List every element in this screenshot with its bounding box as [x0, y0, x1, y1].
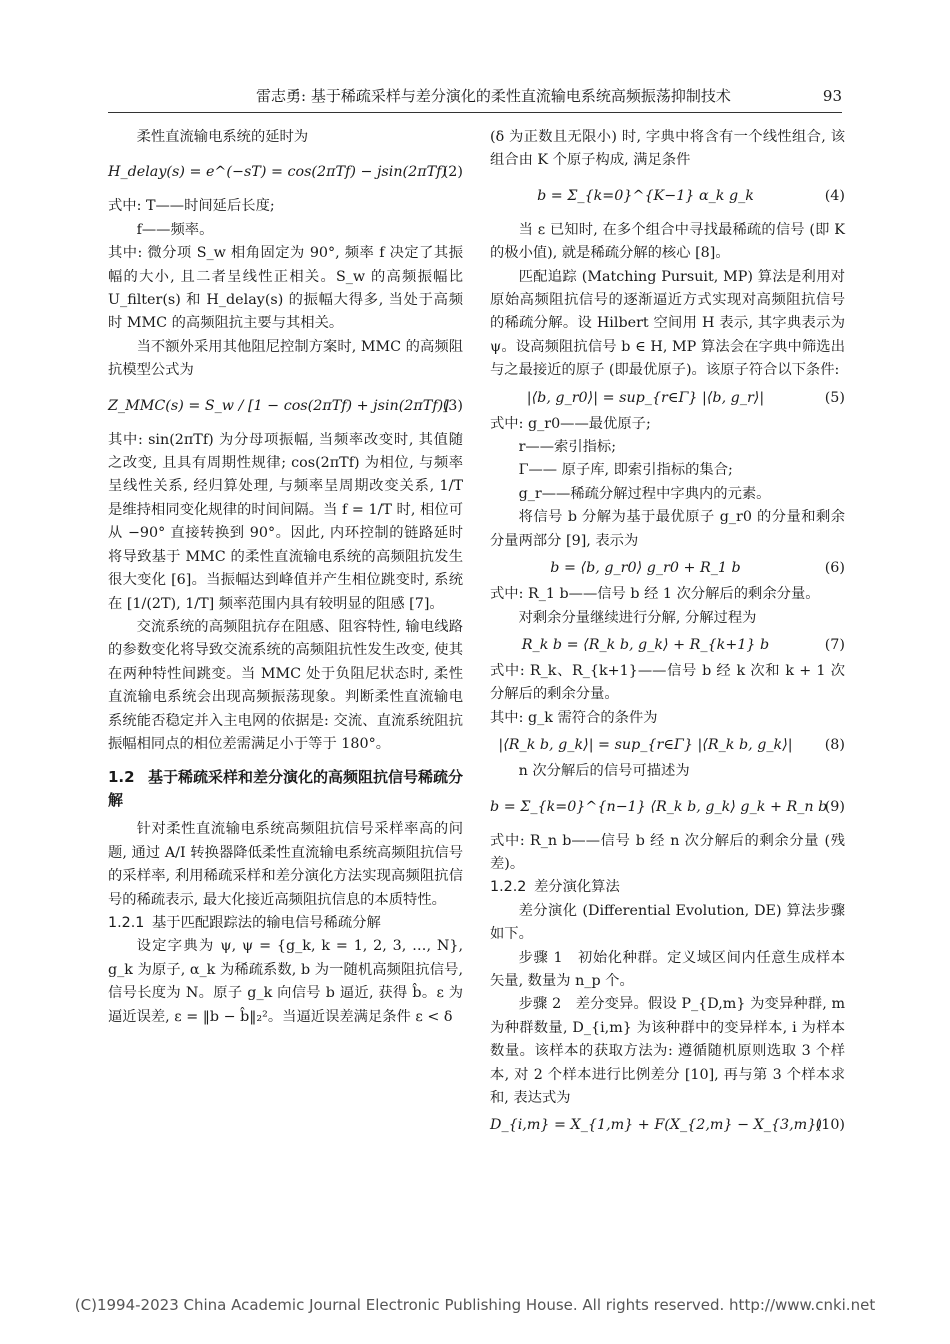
paragraph: 其中: 微分项 S_w 相角固定为 90°, 频率 f 决定了其振幅的大小, 且二者呈线性正相关。S_w 的高频振幅比 U_filter(s) 和 H_delay(s) 的振幅大得多, 当处于高频时 MMC 的高频阻抗主要与其相关。	[108, 245, 463, 332]
section-title: 基于匹配跟踪法的输电信号稀疏分解	[152, 914, 381, 931]
copyright-footer: (C)1994-2023 China Academic Journal Electronic Publishing House. All rights reserved. http://www.cnki.net	[74, 1296, 876, 1314]
paragraph: 设定字典为 ψ, ψ = {g_k, k = 1, 2, 3, …, N}, g_k 为原子, α_k 为稀疏系数, b 为一随机高频阻抗信号, 信号长度为 N。原子 g_k 向信号 b 逼近, 获得 b̂。ε 为逼近误差, ε = ‖b − b̂‖₂²。当逼近误差满足条件 ε < δ	[108, 938, 463, 1025]
equation-body: D_{i,m} = X_{1,m} + F(X_{2,m} − X_{3,m})	[490, 1117, 822, 1134]
section-number: 1.2	[108, 768, 135, 787]
definition: 式中: R_k、R_{k+1}——信号 b 经 k 次和 k + 1 次分解后的剩余分量。	[490, 662, 845, 703]
paragraph: 其中: sin(2πTf) 为分母项振幅, 当频率改变时, 其值随之改变, 且具有周期性规律; cos(2πTf) 为相位, 与频率呈线性关系, 经归算处理, 与频率呈周期改变关系, 1/T 是维持相同变化规律的时间间隔。当 f = 1/T 时, 相位可从 −90° 直接转换到 90°。因此, 内环控制的链路延时将导致基于 MMC 的柔性直流输电系统的高频阻抗发生很大变化 [6]。当振幅达到峰值并产生相位跳变时, 系统在 [1/(2T), 1/T] 频率范围内具有较明显的阻感 [7]。	[108, 431, 463, 612]
equation-body: |⟨b, g_r0⟩| = sup_{r∈Γ} |⟨b, g_r⟩|	[526, 389, 765, 406]
equation-number: (8)	[824, 737, 845, 754]
section-title: 差分演化算法	[534, 879, 620, 896]
equation-6	[490, 553, 845, 583]
right-column	[490, 126, 845, 1140]
equation-body: b = Σ_{k=0}^{n−1} ⟨R_k b, g_k⟩ g_k + R_n b	[490, 798, 828, 815]
equation-number: (3)	[442, 397, 463, 414]
equation-body: Z_MMC(s) = S_w / [1 − cos(2πTf) + jsin(2πTf)]	[108, 397, 449, 414]
paragraph: 匹配追踪 (Matching Pursuit, MP) 算法是利用对原始高频阻抗信号的逐渐逼近方式实现对高频阻抗信号的稀疏分解。设 Hilbert 空间用 H 表示, 其字典表示为 ψ。设高频阻抗信号 b ∈ H, MP 算法会在字典中筛选出与之最接近的原子 (即最优原子)。该原子符合以下条件:	[490, 268, 845, 379]
equation-body: H_delay(s) = e^(−sT) = cos(2πTf) − jsin(2πTf)	[108, 164, 447, 181]
equation-8	[490, 730, 845, 760]
equation-5	[490, 383, 845, 413]
definition: 式中: R_n b——信号 b 经 n 次分解后的剩余分量 (残差)。	[490, 832, 845, 872]
equation-7	[490, 630, 845, 660]
definition: r——索引指标;	[518, 439, 617, 456]
header-title: 雷志勇: 基于稀疏采样与差分演化的柔性直流输电系统高频振荡抑制技术	[256, 87, 731, 105]
paragraph: 其中: g_k 需符合的条件为	[490, 709, 658, 726]
paragraph: 步骤 2 差分变异。假设 P_{D,m} 为变异种群, m 为种群数量, D_{i,m} 为该种群中的变异样本, i 为样本数量。该样本的获取方法为: 遵循随机原则选取 3 个样本, 对 2 个样本进行比例差分 [10], 再与第 3 个样本求和, 表达式为	[490, 996, 845, 1106]
header-rule	[108, 112, 842, 113]
paragraph: 将信号 b 分解为基于最优原子 g_r0 的分量和剩余分量两部分 [9], 表示为	[490, 509, 845, 549]
equation-number: (10)	[815, 1117, 845, 1134]
paragraph: 当不额外采用其他阻尼控制方案时, MMC 的高频阻抗模型公式为	[108, 338, 463, 379]
equation-number: (9)	[824, 798, 845, 815]
equation-body: |⟨R_k b, g_k⟩| = sup_{r∈Γ} |⟨R_k b, g_k⟩|	[498, 737, 793, 754]
equation-2	[108, 149, 463, 195]
equation-number: (7)	[824, 636, 845, 653]
definition: 式中: R_1 b——信号 b 经 1 次分解后的剩余分量。	[490, 586, 820, 603]
equation-body: b = Σ_{k=0}^{K−1} α_k g_k	[537, 187, 754, 204]
definition: 式中: T——时间延后长度;	[108, 198, 275, 215]
section-heading-1-2	[108, 766, 463, 812]
section-heading-1-2-2	[490, 876, 845, 899]
equation-number: (6)	[824, 560, 845, 577]
section-heading-1-2-1	[108, 912, 463, 935]
paragraph: 柔性直流输电系统的延时为	[136, 129, 309, 145]
definition: Γ—— 原子库, 即索引指标的集合;	[518, 462, 733, 479]
equation-body: b = ⟨b, g_r0⟩ g_r0 + R_1 b	[550, 560, 741, 577]
paragraph: 交流系统的高频阻抗存在阻感、阻容特性, 输电线路的参数变化将导致交流系统的高频阻抗性发生改变, 使其在两种特性间跳变。当 MMC 处于负阻尼状态时, 柔性直流输电系统会出现高频振荡现象。判断柔性直流输电系统能否稳定并入主电网的依据是: 交流、直流系统阻抗振幅相同点的相位差需满足小于等于 180°。	[108, 618, 463, 752]
equation-body: R_k b = ⟨R_k b, g_k⟩ + R_{k+1} b	[521, 636, 770, 653]
equation-9	[490, 784, 845, 830]
paragraph: 差分演化 (Differential Evolution, DE) 算法步骤如下。	[490, 902, 845, 943]
paragraph: 步骤 1 初始化种群。定义域区间内任意生成样本矢量, 数量为 n_p 个。	[490, 949, 845, 989]
page-number: 93	[822, 87, 842, 105]
definition: f——频率。	[136, 221, 214, 238]
definition: 式中: g_r0——最优原子;	[490, 415, 651, 432]
equation-4	[490, 173, 845, 219]
equation-10	[490, 1110, 845, 1140]
paragraph: n 次分解后的信号可描述为	[518, 763, 690, 780]
equation-number: (5)	[824, 389, 845, 406]
definition: g_r——稀疏分解过程中字典内的元素。	[518, 485, 771, 502]
paragraph: 当 ε 已知时, 在多个组合中寻找最稀疏的信号 (即 K 的极小值), 就是稀疏分解的核心 [8]。	[490, 221, 845, 262]
equation-number: (4)	[824, 187, 845, 204]
section-title: 基于稀疏采样和差分演化的高频阻抗信号稀疏分解	[108, 768, 464, 810]
section-number: 1.2.1	[108, 914, 145, 931]
left-column	[108, 126, 463, 1029]
paragraph: 针对柔性直流输电系统高频阻抗信号采样率高的问题, 通过 A/I 转换器降低柔性直流输电系统高频阻抗信号的采样率, 利用稀疏采样和差分演化方法实现高频阻抗信号的稀疏表示, 最大化接近高频阻抗信息的本质特性。	[108, 821, 463, 908]
equation-3	[108, 383, 463, 429]
equation-number: (2)	[442, 164, 463, 181]
paragraph: 对剩余分量继续进行分解, 分解过程为	[518, 609, 757, 626]
section-number: 1.2.2	[490, 879, 527, 896]
paragraph: (δ 为正数且无限小) 时, 字典中将含有一个线性组合, 该组合由 K 个原子构成, 满足条件	[490, 129, 845, 169]
